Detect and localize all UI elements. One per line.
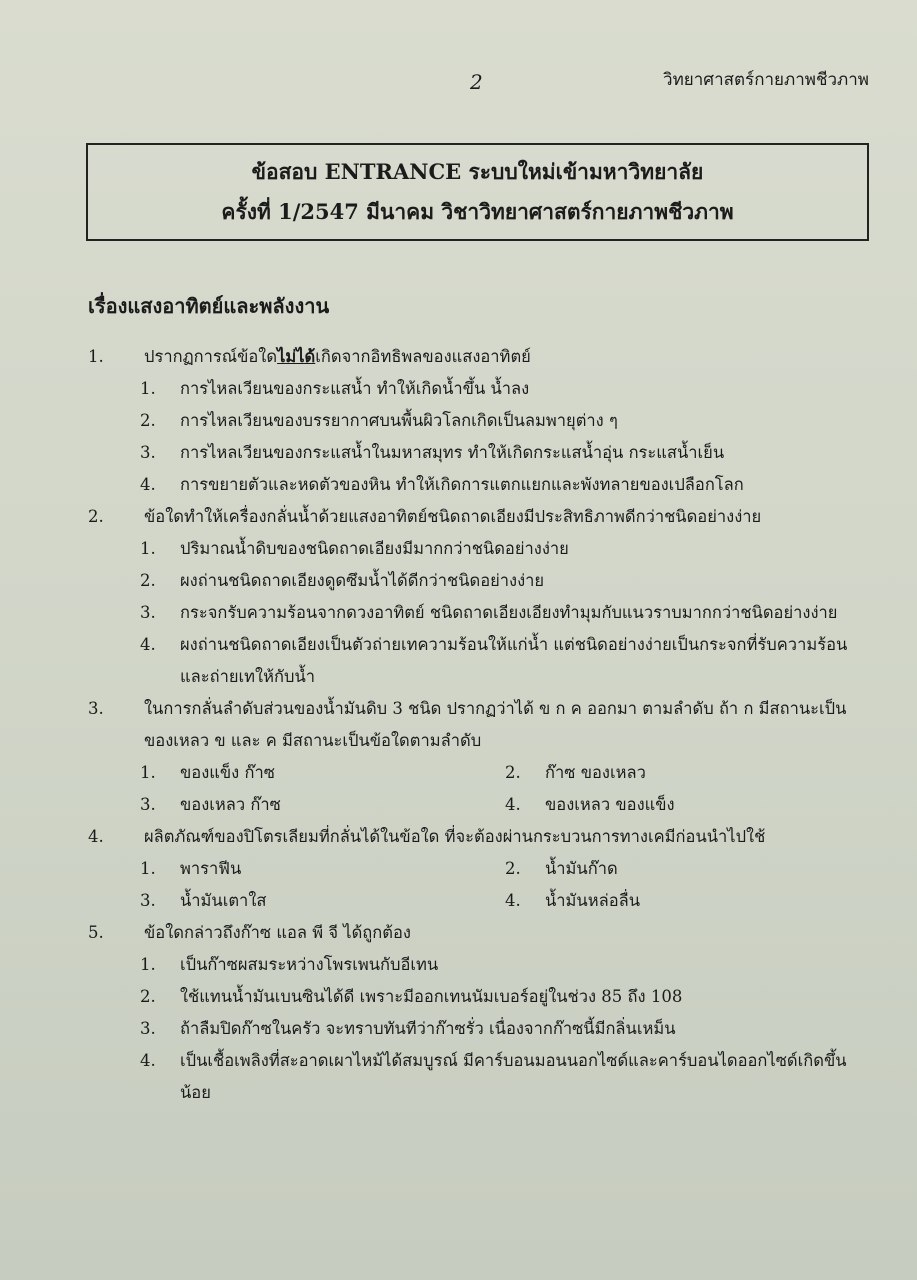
option-text: ของเหลว ของแข็ง — [545, 795, 675, 814]
question-number: 1. — [88, 347, 104, 366]
options — [140, 949, 870, 1109]
options — [140, 853, 870, 917]
question-text: ในการกลั่นลำดับส่วนของน้ำมันดิบ 3 ชนิด ปรากฏว่าได้ ข ก ค ออกมา ตามลำดับ ถ้า ก มีสถานะเป็นของเหลว ข และ ค มีสถานะเป็นข้อใดตามลำดับ — [144, 699, 847, 750]
question-list — [88, 341, 870, 1109]
question-number: 2. — [88, 507, 104, 526]
option-number: 3. — [140, 1019, 156, 1038]
option[interactable] — [140, 533, 870, 565]
option[interactable] — [505, 789, 870, 821]
option-text: ถ้าลืมปิดก๊าซในครัว จะทราบทันทีว่าก๊าซรั่ว เนื่องจากก๊าซนี้มีกลิ่นเหม็น — [180, 1019, 676, 1038]
option[interactable] — [140, 565, 870, 597]
options — [140, 533, 870, 693]
question-4 — [88, 821, 870, 917]
option-number: 1. — [140, 379, 156, 398]
option[interactable] — [140, 405, 870, 437]
question-number: 4. — [88, 827, 104, 846]
section-title: เรื่องแสงอาทิตย์และพลังงาน — [88, 294, 330, 318]
question-2 — [88, 501, 870, 693]
option-text: การไหลเวียนของกระแสน้ำในมหาสมุทร ทำให้เกิดกระแสน้ำอุ่น กระแสน้ำเย็น — [180, 443, 725, 462]
option[interactable] — [140, 885, 505, 917]
option[interactable] — [140, 373, 870, 405]
option-number: 1. — [140, 539, 156, 558]
option-number: 3. — [140, 603, 156, 622]
option[interactable] — [140, 597, 870, 629]
question-text — [144, 341, 870, 373]
option[interactable] — [140, 1045, 870, 1109]
question-text-part: ปรากฏการณ์ข้อใด — [144, 347, 278, 366]
option-text: การขยายตัวและหดตัวของหิน ทำให้เกิดการแตกแยกและพังทลายของเปลือกโลก — [180, 475, 744, 494]
options — [140, 757, 870, 821]
question-5 — [88, 917, 870, 1109]
question-number: 5. — [88, 923, 104, 942]
option-number: 4. — [140, 635, 156, 654]
question-text: ผลิตภัณฑ์ของปิโตรเลียมที่กลั่นได้ในข้อใด ที่จะต้องผ่านกระบวนการทางเคมีก่อนนำไปใช้ — [144, 827, 766, 846]
exam-title-line2: ครั้งที่ 1/2547 มีนาคม วิชาวิทยาศาสตร์กายภาพชีวภาพ — [221, 199, 734, 224]
exam-title-line1: ข้อสอบ ENTRANCE ระบบใหม่เข้ามหาวิทยาลัย — [251, 159, 704, 184]
option-number: 2. — [140, 987, 156, 1006]
option-number: 4. — [505, 795, 521, 814]
option-text: ปริมาณน้ำดิบของชนิดถาดเอียงมีมากกว่าชนิดอย่างง่าย — [180, 539, 569, 558]
option-number: 2. — [505, 763, 521, 782]
option[interactable] — [505, 757, 870, 789]
option-number: 3. — [140, 795, 156, 814]
option-number: 1. — [140, 763, 156, 782]
option[interactable] — [140, 789, 505, 821]
option-text: เป็นเชื้อเพลิงที่สะอาดเผาไหม้ได้สมบูรณ์ มีคาร์บอนมอนนอกไซด์และคาร์บอนไดออกไซด์เกิดขึ้นน้อย — [180, 1051, 847, 1102]
option-number: 2. — [505, 859, 521, 878]
option[interactable] — [140, 757, 505, 789]
option[interactable] — [140, 437, 870, 469]
running-header: วิทยาศาสตร์กายภาพชีวภาพ — [663, 70, 869, 90]
option-number: 1. — [140, 859, 156, 878]
question-number: 3. — [88, 699, 104, 718]
question-text: ข้อใดกล่าวถึงก๊าซ แอล พี จี ได้ถูกต้อง — [144, 923, 411, 942]
option[interactable] — [140, 853, 505, 885]
question-text-part: เกิดจากอิทธิพลของแสงอาทิตย์ — [315, 347, 531, 366]
option-text: ของเหลว ก๊าซ — [180, 795, 281, 814]
option-number: 4. — [140, 475, 156, 494]
option-text: กระจกรับความร้อนจากดวงอาทิตย์ ชนิดถาดเอียงเอียงทำมุมกับแนวราบมากกว่าชนิดอย่างง่าย — [180, 603, 838, 622]
option-text: น้ำมันเตาใส — [180, 891, 267, 910]
option-text: น้ำมันก๊าด — [545, 859, 618, 878]
option-text: ก๊าซ ของเหลว — [545, 763, 646, 782]
option-text: ใช้แทนน้ำมันเบนซินได้ดี เพราะมีออกเทนนัมเบอร์อยู่ในช่วง 85 ถึง 108 — [180, 987, 683, 1006]
option[interactable] — [505, 885, 870, 917]
option-number: 2. — [140, 571, 156, 590]
option[interactable] — [140, 469, 870, 501]
question-3 — [88, 693, 870, 821]
page-number: 2 — [470, 70, 483, 94]
option-text: พาราฟีน — [180, 859, 242, 878]
exam-title-box — [86, 143, 869, 241]
option[interactable] — [140, 629, 870, 693]
option-number: 3. — [140, 891, 156, 910]
question-1 — [88, 341, 870, 501]
option-number: 1. — [140, 955, 156, 974]
option-text: การไหลเวียนของบรรยากาศบนพื้นผิวโลกเกิดเป็นลมพายุต่าง ๆ — [180, 411, 618, 430]
option-text: การไหลเวียนของกระแสน้ำ ทำให้เกิดน้ำขึ้น น้ำลง — [180, 379, 530, 398]
question-text: ข้อใดทำให้เครื่องกลั่นน้ำด้วยแสงอาทิตย์ชนิดถาดเอียงมีประสิทธิภาพดีกว่าชนิดอย่างง่าย — [144, 507, 762, 526]
option[interactable] — [505, 853, 870, 885]
option[interactable] — [140, 1013, 870, 1045]
option[interactable] — [140, 981, 870, 1013]
option-text: เป็นก๊าซผสมระหว่างโพรเพนกับอีเทน — [180, 955, 439, 974]
option-text: ของแข็ง ก๊าซ — [180, 763, 275, 782]
option-number: 4. — [505, 891, 521, 910]
option[interactable] — [140, 949, 870, 981]
option-number: 3. — [140, 443, 156, 462]
options — [140, 373, 870, 501]
option-text: น้ำมันหล่อลื่น — [545, 891, 640, 910]
option-text: ผงถ่านชนิดถาดเอียงเป็นตัวถ่ายเทความร้อนให้แก่น้ำ แต่ชนิดอย่างง่ายเป็นกระจกที่รับความร้อนและถ่ายเทให้กับน้ำ — [180, 635, 848, 686]
option-number: 4. — [140, 1051, 156, 1070]
option-number: 2. — [140, 411, 156, 430]
question-emphasis: ไม่ได้ — [277, 347, 316, 366]
option-text: ผงถ่านชนิดถาดเอียงดูดซึมน้ำได้ดีกว่าชนิดอย่างง่าย — [180, 571, 545, 590]
